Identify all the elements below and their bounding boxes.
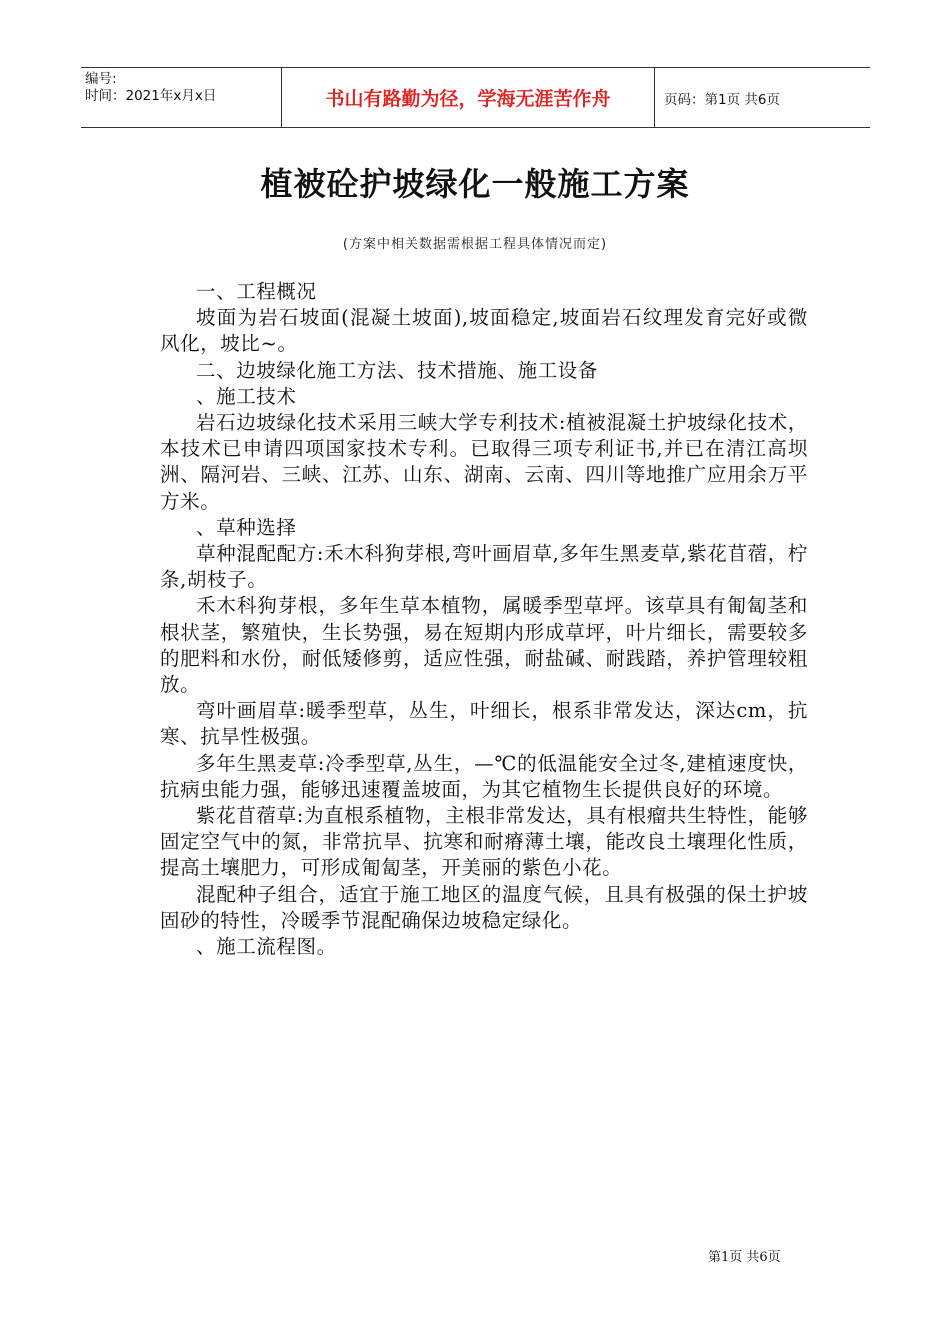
paragraph-alfalfa: 紫花苜蓿草:为直根系植物，主根非常发达，具有根瘤共生特性，能够固定空气中的氮，非常抗旱、抗寒和耐瘠薄土壤，能改良土壤理化性质，提高土壤肥力，可形成匍匐茎，开美丽的紫色小花。 bbox=[160, 804, 808, 880]
header-motto: 书山有路勤为径，学海无涯苦作舟 bbox=[282, 68, 655, 127]
document-date-label: 时间：2021年x月x日 bbox=[85, 88, 217, 104]
document-body bbox=[160, 279, 808, 960]
header-meta bbox=[81, 68, 282, 127]
paragraph-lovegrass: 弯叶画眉草:暖季型草，丛生，叶细长，根系非常发达，深达cm，抗寒、抗旱性极强。 bbox=[160, 699, 808, 749]
paragraph-bermuda-grass: 禾木科狗芽根，多年生草本植物，属暖季型草坪。该草具有匍匐茎和根状茎，繁殖快，生长势强，易在短期内形成草坪，叶片细长，需要较多的肥料和水份，耐低矮修剪，适应性强，耐盐碱、耐践踏，养护管理较粗放。 bbox=[160, 594, 808, 697]
paragraph-seed-combination: 混配种子组合，适宜于施工地区的温度气候，且具有极强的保土护坡固砂的特性，冷暖季节混配确保边坡稳定绿化。 bbox=[160, 882, 808, 932]
page-header bbox=[81, 67, 870, 128]
section-heading-methods: 二、边坡绿化施工方法、技术措施、施工设备 bbox=[196, 358, 599, 382]
subheading-grass-selection: 、草种选择 bbox=[196, 515, 297, 539]
document-subtitle: (方案中相关数据需根据工程具体情况而定) bbox=[342, 237, 608, 252]
subheading-flowchart: 、施工流程图。 bbox=[196, 935, 337, 959]
header-page-info: 页码：第1页 共6页 bbox=[664, 91, 780, 108]
page-footer: 第1页 共6页 bbox=[708, 1250, 781, 1265]
section-heading-overview: 一、工程概况 bbox=[196, 280, 317, 303]
paragraph-slope-description: 坡面为岩石坡面(混凝土坡面),坡面稳定,坡面岩石纹理发育完好或微风化，坡比~。 bbox=[160, 306, 808, 356]
paragraph-seed-mix: 草种混配配方:禾木科狗芽根,弯叶画眉草,多年生黑麦草,紫花苜蓿，柠条,胡枝子。 bbox=[160, 542, 808, 592]
paragraph-patent-tech: 岩石边坡绿化技术采用三峡大学专利技术:植被混凝土护坡绿化技术，本技术已申请四项国家技术专利。已取得三项专利证书,并已在清江高坝洲、隔河岩、三峡、江苏、山东、湖南、云南、四川等地推广应用余万平方米。 bbox=[160, 411, 808, 513]
document-number-label: 编号: bbox=[85, 71, 117, 87]
subheading-construction-tech: 、施工技术 bbox=[196, 384, 297, 408]
document-title: 植被砼护坡绿化一般施工方案 bbox=[260, 165, 690, 203]
paragraph-ryegrass: 多年生黑麦草:冷季型草,丛生，—℃的低温能安全过冬,建植速度快，抗病虫能力强，能够迅速覆盖坡面，为其它植物生长提供良好的环境。 bbox=[160, 751, 808, 801]
